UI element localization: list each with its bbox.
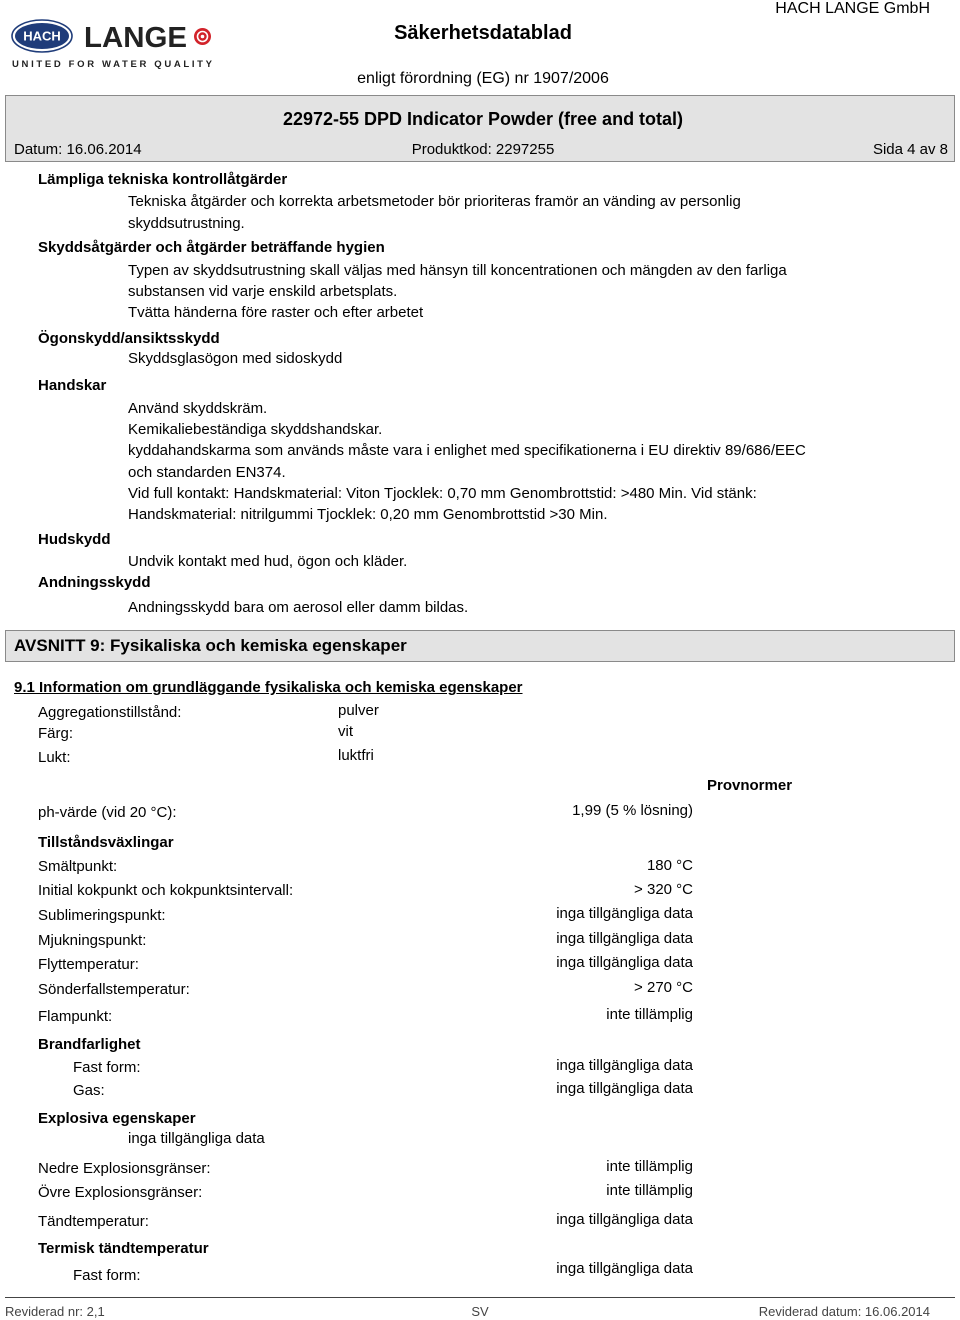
property-value: > 270 °C xyxy=(634,979,693,996)
property-value: inga tillgängliga data xyxy=(556,1057,693,1074)
heading-state-changes: Tillståndsväxlingar xyxy=(38,834,174,851)
heading-flammability: Brandfarlighet xyxy=(38,1036,141,1053)
property-value: inga tillgängliga data xyxy=(128,1130,265,1147)
lange-wordmark: LANGE xyxy=(84,22,187,54)
heading-engineering-controls: Lämpliga tekniska kontrollåtgärder xyxy=(38,171,288,188)
property-label: Flyttemperatur: xyxy=(38,956,139,973)
body-text-line: Typen av skyddsutrustning skall väljas med hänsyn till koncentrationen och mängden av den farliga xyxy=(128,262,787,279)
footer-divider xyxy=(5,1297,955,1298)
product-code: Produktkod: 2297255 xyxy=(411,141,555,158)
property-value: 1,99 (5 % lösning) xyxy=(572,802,693,819)
property-label: Gas: xyxy=(73,1082,105,1099)
product-name: 22972-55 DPD Indicator Powder (free and total) xyxy=(282,109,684,129)
property-value: inte tillämplig xyxy=(606,1182,693,1199)
footer-language: SV xyxy=(471,1304,489,1319)
heading-respiratory-protection: Andningsskydd xyxy=(38,574,151,591)
body-text-line: skyddsutrustning. xyxy=(128,215,245,232)
property-value: luktfri xyxy=(338,747,374,764)
property-value: inga tillgängliga data xyxy=(556,905,693,922)
property-label: Fast form: xyxy=(73,1267,141,1284)
document-type-title: Säkerhetsdatablad xyxy=(394,22,572,44)
hach-lange-logo xyxy=(0,0,220,75)
body-text-line: Använd skyddskräm. xyxy=(128,400,268,417)
body-text-line: substansen vid varje enskild arbetsplats. xyxy=(128,283,398,300)
property-value: inga tillgängliga data xyxy=(556,930,693,947)
body-text-line: Handskmaterial: nitrilgummi Tjocklek: 0,20 mm Genombrottstid >30 Min. xyxy=(128,506,608,523)
body-text-line: och standarden EN374. xyxy=(128,464,286,481)
heading-eye-protection: Ögonskydd/ansiktsskydd xyxy=(38,330,220,347)
test-methods-column-heading: Provnormer xyxy=(707,777,793,794)
property-value: pulver xyxy=(338,702,379,719)
heading-hygiene-measures: Skyddsåtgärder och åtgärder beträffande hygien xyxy=(38,239,385,256)
heading-hand-protection: Handskar xyxy=(38,377,107,394)
body-text-line: Vid full kontakt: Handskmaterial: Viton Tjocklek: 0,70 mm Genombrottstid: >480 Min. Vid stänk: xyxy=(128,485,757,502)
property-label: ph-värde (vid 20 °C): xyxy=(38,804,177,821)
property-label: Initial kokpunkt och kokpunktsintervall: xyxy=(38,882,294,899)
subsection-9-1-heading: 9.1 Information om grundläggande fysikaliska och kemiska egenskaper xyxy=(14,679,523,696)
property-value: inga tillgängliga data xyxy=(556,1260,693,1277)
body-text-line: Andningsskydd bara om aerosol eller damm bildas. xyxy=(128,599,469,616)
property-label: Smältpunkt: xyxy=(38,858,118,875)
property-label: Färg: xyxy=(38,725,74,742)
property-value: inte tillämplig xyxy=(606,1158,693,1175)
property-label: Fast form: xyxy=(73,1059,141,1076)
property-value: inte tillämplig xyxy=(606,1006,693,1023)
heading-skin-protection: Hudskydd xyxy=(38,531,111,548)
body-text-line: Tekniska åtgärder och korrekta arbetsmetoder bör prioriteras framör an vänding av personlig xyxy=(128,193,741,210)
body-text-line: Undvik kontakt med hud, ögon och kläder. xyxy=(128,553,408,570)
property-label: Nedre Explosionsgränser: xyxy=(38,1160,211,1177)
property-label: Mjukningspunkt: xyxy=(38,932,147,949)
property-label: Sönderfallstemperatur: xyxy=(38,981,190,998)
heading-thermal-ignition: Termisk tändtemperatur xyxy=(38,1240,209,1257)
document-date: Datum: 16.06.2014 xyxy=(14,141,142,158)
lange-mark-icon xyxy=(194,28,211,45)
property-label: Sublimeringspunkt: xyxy=(38,907,166,924)
property-label: Lukt: xyxy=(38,749,71,766)
body-text-line: Skyddsglasögon med sidoskydd xyxy=(128,350,343,367)
property-label: Övre Explosionsgränser: xyxy=(38,1184,203,1201)
property-label: Flampunkt: xyxy=(38,1008,113,1025)
property-label: Aggregationstillstånd: xyxy=(38,704,182,721)
property-value: inga tillgängliga data xyxy=(556,954,693,971)
body-text-line: Kemikaliebeständiga skyddshandskar. xyxy=(128,421,383,438)
property-value: > 320 °C xyxy=(634,881,693,898)
regulation-line: enligt förordning (EG) nr 1907/2006 xyxy=(357,70,609,87)
company-name: HACH LANGE GmbH xyxy=(775,0,930,17)
heading-explosive-properties: Explosiva egenskaper xyxy=(38,1110,196,1127)
hach-badge-icon xyxy=(12,20,72,52)
property-value: 180 °C xyxy=(646,857,693,874)
footer-revision-number: Reviderad nr: 2,1 xyxy=(5,1304,105,1319)
property-label: Tändtemperatur: xyxy=(38,1213,149,1230)
footer-revision-date: Reviderad datum: 16.06.2014 xyxy=(758,1304,930,1319)
body-text-line: kyddahandskarma som används måste vara i enlighet med specifikationerna i EU direktiv 89/686/EEC xyxy=(128,442,806,459)
section-9-heading: AVSNITT 9: Fysikaliska och kemiska egenskaper xyxy=(5,630,955,662)
body-text-line: Tvätta händerna före raster och efter arbetet xyxy=(128,304,424,321)
property-value: vit xyxy=(338,723,353,740)
logo-tagline: UNITED FOR WATER QUALITY xyxy=(12,59,212,70)
property-value: inga tillgängliga data xyxy=(556,1211,693,1228)
property-value: inga tillgängliga data xyxy=(556,1080,693,1097)
hach-badge-text: HACH xyxy=(23,28,61,44)
page-number: Sida 4 av 8 xyxy=(872,141,948,158)
